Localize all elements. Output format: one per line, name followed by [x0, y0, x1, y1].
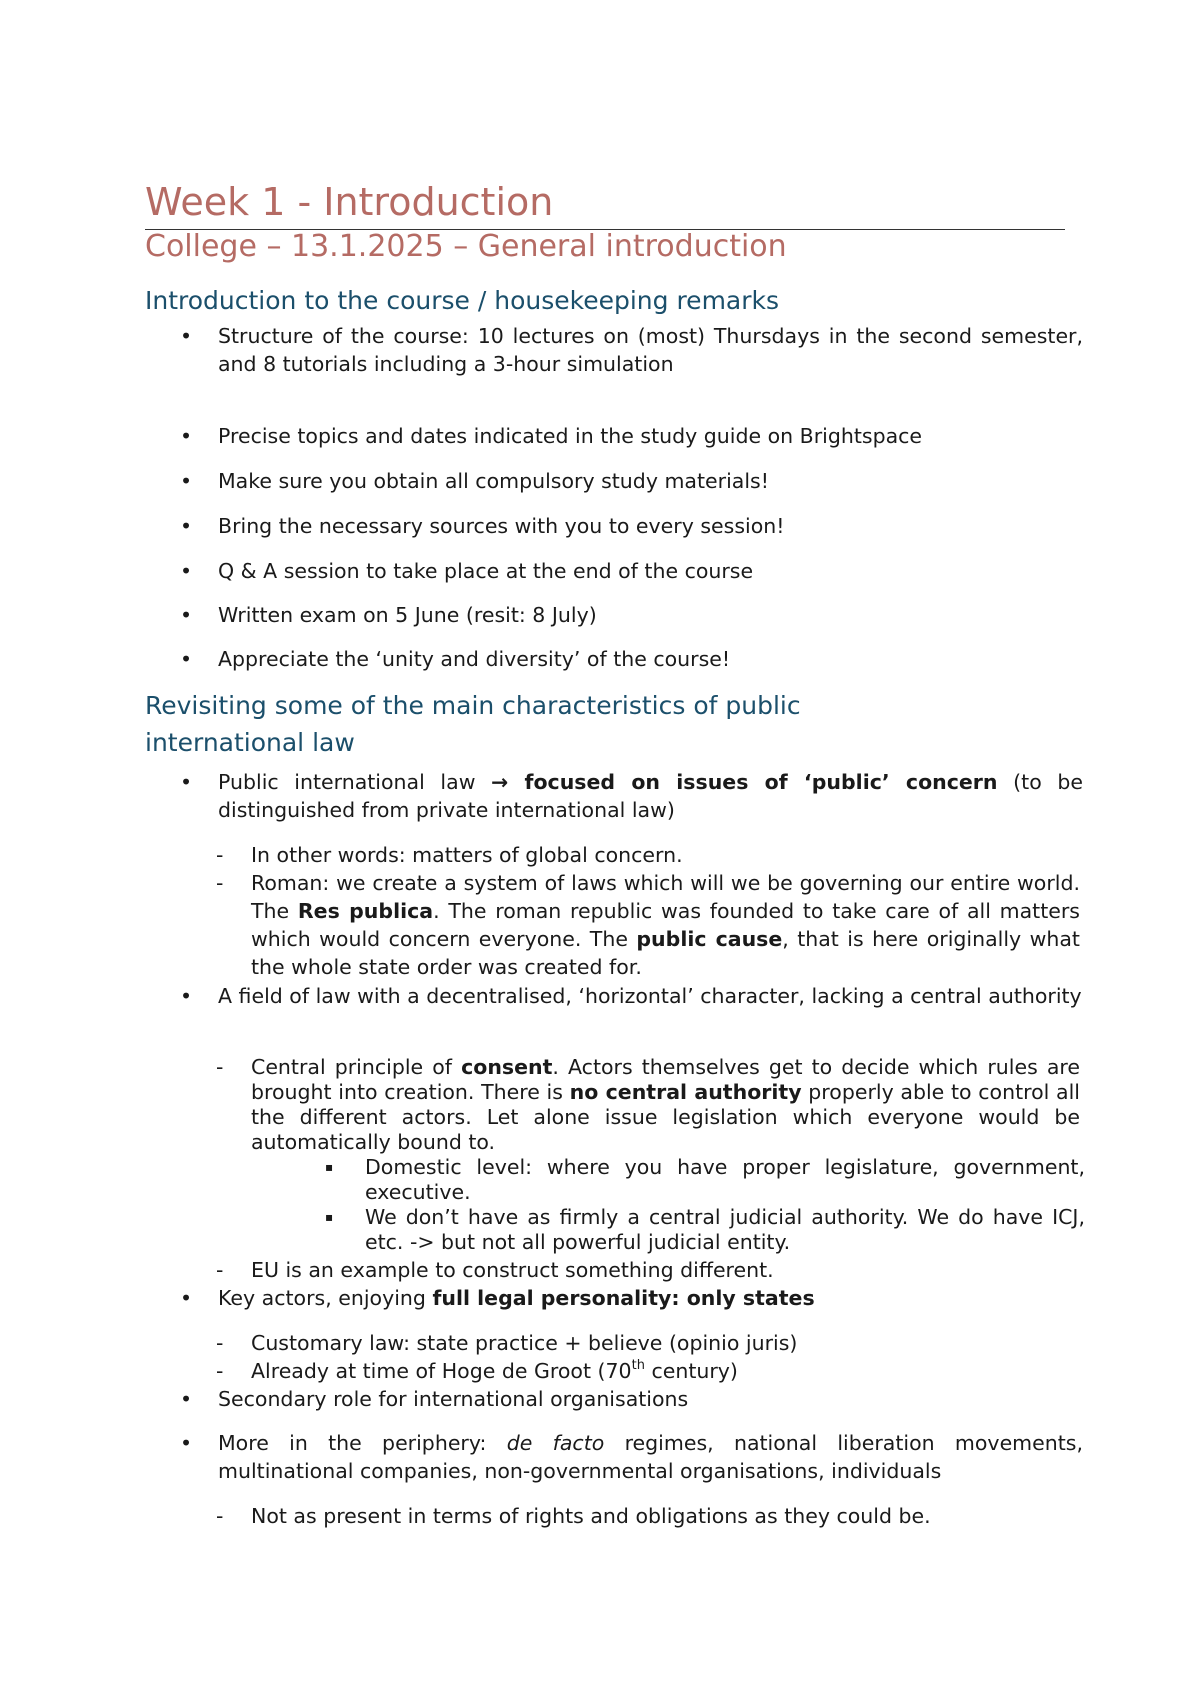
dash-marker: -: [216, 871, 224, 895]
list-item: - In other words: matters of global concern.: [216, 843, 683, 867]
bullet-marker: •: [180, 1286, 193, 1310]
dash-marker: -: [216, 1504, 224, 1528]
list-item: - Customary law: state practice + believe (opinio juris): [216, 1331, 798, 1355]
dash-marker: -: [216, 1331, 224, 1355]
section-heading-housekeeping: Introduction to the course / housekeeping remarks: [145, 286, 780, 315]
list-item: • More in the periphery: de facto regimes, national liberation movements, multinational companies, non-governmental organisations, individuals: [180, 1431, 1083, 1483]
list-item: ▪ We don’t have as firmly a central judicial authority. We do have ICJ, etc. -> but not all powerful judicial entity.: [325, 1205, 1085, 1254]
section-heading-characteristics: Revisiting some of the main characteristics of public international law: [145, 691, 801, 757]
dash-marker: -: [216, 843, 224, 867]
college-heading: College – 13.1.2025 – General introduction: [145, 229, 787, 264]
list-item: ▪ Domestic level: where you have proper legislature, government, executive.: [325, 1155, 1085, 1204]
list-item: - Central principle of consent. Actors themselves get to decide which rules are brought into creation. There is no central authority properly able to control all the different actors. Let alone issue legislation which everyone would be automatically bound to.: [216, 1055, 1080, 1154]
dash-marker: -: [216, 1359, 224, 1383]
list-item: • Q & A session to take place at the end of the course: [180, 559, 754, 583]
bullet-marker: •: [180, 424, 193, 448]
list-item: • Bring the necessary sources with you to every session!: [180, 514, 785, 538]
bullet-marker: •: [180, 647, 193, 671]
list-item: - Already at time of Hoge de Groot (70th century): [216, 1358, 738, 1383]
square-marker: ▪: [325, 1210, 334, 1224]
arrow-symbol: →: [491, 770, 509, 794]
list-item: - Not as present in terms of rights and obligations as they could be.: [216, 1504, 931, 1528]
list-item: • Precise topics and dates indicated in the study guide on Brightspace: [180, 424, 923, 448]
page-title: Week 1 - Introduction: [145, 180, 554, 224]
list-item: - EU is an example to construct something different.: [216, 1258, 774, 1282]
list-item: • A field of law with a decentralised, ‘horizontal’ character, lacking a central authority: [180, 984, 1082, 1008]
list-item: • Structure of the course: 10 lectures on (most) Thursdays in the second semester, and 8 tutorials including a 3-hour simulation: [180, 324, 1083, 376]
dash-marker: -: [216, 1258, 224, 1282]
bullet-marker: •: [180, 770, 193, 794]
list-item: • Public international law → focused on issues of ‘public’ concern (to be distinguished from private international law): [180, 770, 1083, 822]
bullet-marker: •: [180, 559, 193, 583]
list-item: • Written exam on 5 June (resit: 8 July): [180, 603, 597, 627]
bullet-marker: •: [180, 469, 193, 493]
bullet-marker: •: [180, 1431, 193, 1455]
bullet-marker: •: [180, 514, 193, 538]
list-item: • Secondary role for international organisations: [180, 1387, 689, 1411]
list-item: - Roman: we create a system of laws which will we be governing our entire world. The Res publica. The roman republic was founded to take care of all matters which would concern everyone. The public cause, that is here originally what the whole state order was created for.: [216, 871, 1080, 979]
bullet-marker: •: [180, 984, 193, 1008]
list-item: • Key actors, enjoying full legal personality: only states: [180, 1286, 815, 1310]
list-item: • Appreciate the ‘unity and diversity’ of the course!: [180, 647, 731, 671]
bullet-marker: •: [180, 324, 193, 348]
dash-marker: -: [216, 1055, 224, 1079]
bullet-marker: •: [180, 1387, 193, 1411]
bullet-marker: •: [180, 603, 193, 627]
square-marker: ▪: [325, 1160, 334, 1174]
list-item: • Make sure you obtain all compulsory study materials!: [180, 469, 769, 493]
